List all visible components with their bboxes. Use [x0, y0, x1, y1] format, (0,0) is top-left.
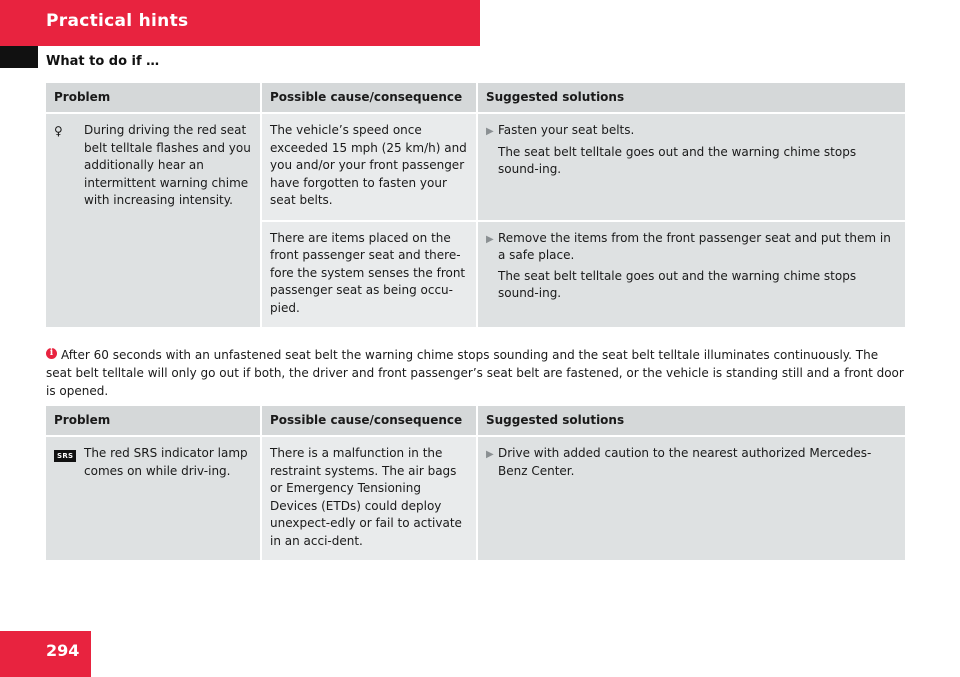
solution-action: Remove the items from the front passenger seat and put them in a safe place. [498, 230, 891, 262]
solution-action: Fasten your seat belts. [498, 123, 635, 137]
action-arrow-icon: ▶ [486, 449, 494, 460]
hints-table-srs [46, 406, 905, 560]
solution-cell [476, 114, 905, 220]
info-note-text: After 60 seconds with an unfastened seat belt the warning chime stops sounding and the seat belt telltale illuminates continuously. The seat belt telltale will only go out if both, the driver and front passenger’s seat belt are fastened, or the vehicle is standing still and a front door is opened. [46, 348, 904, 398]
header-problem: Problem [46, 406, 260, 437]
info-icon: i [46, 348, 57, 359]
section-marker-tab [0, 46, 38, 68]
solution-note: The seat belt telltale goes out and the warning chime stops sound-ing. [498, 268, 857, 300]
header-cause: Possible cause/consequence [260, 406, 476, 437]
hints-table-seat-belt [46, 83, 905, 327]
table-header-row [46, 406, 905, 437]
header-cause: Possible cause/consequence [260, 83, 476, 114]
seat-belt-telltale-icon: ♀ [54, 124, 63, 138]
section-title: Practical hints [46, 11, 189, 31]
solution-cell [476, 437, 905, 560]
solution-note: The seat belt telltale goes out and the warning chime stops sound-ing. [498, 144, 857, 176]
problem-cell [46, 114, 260, 327]
table-row [46, 114, 905, 220]
page-subtitle: What to do if … [46, 54, 160, 69]
problem-cell [46, 437, 260, 560]
header-solution: Suggested solutions [476, 406, 905, 437]
cause-cell: There are items placed on the front passenger seat and there-fore the system senses the front passenger seat as being occu-pied. [260, 220, 476, 328]
header-solution: Suggested solutions [476, 83, 905, 114]
solution-action: Drive with added caution to the nearest authorized Mercedes-Benz Center. [498, 446, 872, 478]
header-problem: Problem [46, 83, 260, 114]
table-header-row [46, 83, 905, 114]
cause-cell: There is a malfunction in the restraint systems. The air bags or Emergency Tensioning Devices (ETDs) could deploy unexpect-edly or fail to activate in an acci-dent. [260, 437, 476, 560]
info-note [46, 346, 906, 400]
srs-indicator-icon: SRS [54, 450, 76, 462]
table-row [46, 437, 905, 560]
problem-text: During driving the red seat belt telltale flashes and you additionally hear an intermittent warning chime with increasing intensity. [84, 123, 251, 207]
action-arrow-icon: ▶ [486, 233, 494, 245]
cause-cell: The vehicle’s speed once exceeded 15 mph (25 km/h) and you and/or your front passenger have forgotten to fasten your seat belts. [260, 114, 476, 220]
page-number: 294 [46, 641, 80, 660]
action-arrow-icon: ▶ [486, 126, 494, 137]
problem-text: The red SRS indicator lamp comes on while driv-ing. [84, 446, 248, 478]
solution-cell [476, 220, 905, 328]
